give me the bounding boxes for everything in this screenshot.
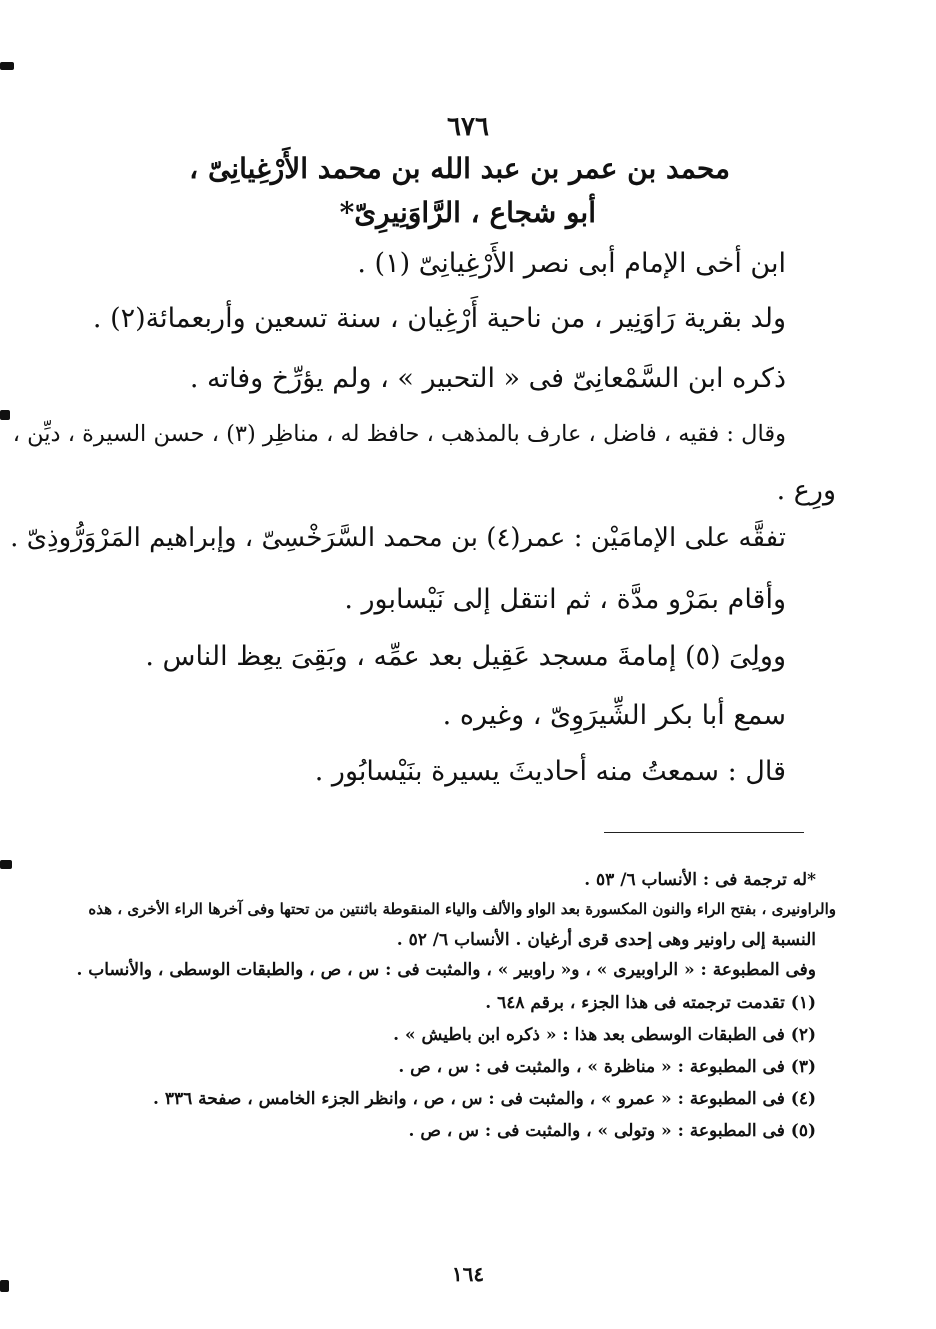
scan-mark [0, 62, 14, 70]
footnote-line: (٥) فى المطبوعة : « وتولى » ، والمثبت فى : س ، ص . [408, 1121, 816, 1141]
body-line: ولد بقرية رَاوَنِير ، من ناحية أَرْغِيان ، سنة تسعين وأربعمائة(٢) . [92, 303, 786, 334]
footnote-line: وفى المطبوعة : « الراوبيرى » ، و« راوبير » ، والمثبت فى : س ، ص ، والطبقات الوسطى ، والأنساب . [76, 960, 816, 980]
footnote-line: (١) تقدمت ترجمته فى هذا الجزء ، برقم ٦٤٨ . [485, 993, 816, 1013]
page-number: ١٦٤ [451, 1262, 485, 1286]
footnote-line: (٣) فى المطبوعة : « مناظرة » ، والمثبت فى : س ، ص . [398, 1057, 816, 1077]
scan-mark [0, 410, 10, 420]
body-line: تفقَّه على الإمامَيْن : عمر(٤) بن محمد السَّرَخْسِىّ ، وإبراهيم المَرْوَرُّوذِىّ . [10, 523, 786, 553]
body-line: وأقام بمَرْو مدَّة ، ثم انتقل إلى نَيْسابور . [344, 584, 786, 615]
body-line: قال : سمعتُ منه أحاديثَ يسيرة بنَيْسابُور . [314, 756, 786, 787]
footnote-line: *له ترجمة فى : الأنساب ٦/ ٥٣ . [584, 870, 816, 890]
footnote-line: والراونيرى ، بفتح الراء والنون المكسورة بعد الواو والألف والياء المنقوطة باثنتين من تحتها وفى آخرها الراء الأخرى ، هذه [88, 900, 836, 918]
scan-mark [0, 860, 12, 869]
footnote-line: (٢) فى الطبقات الوسطى بعد هذا : « ذكره ابن باطيش » . [393, 1025, 816, 1045]
footnote-line: (٤) فى المطبوعة : « عمرو » ، والمثبت فى : س ، ص ، وانظر الجزء الخامس ، صفحة ٣٣٦ . [153, 1089, 816, 1109]
body-line: ورِع . [776, 475, 836, 506]
footnote-separator [604, 832, 804, 833]
footnote-line: النسبة إلى راونير وهى إحدى قرى أرغيان . الأنساب ٦/ ٥٢ . [396, 930, 816, 950]
entry-number: ٦٧٦ [447, 112, 489, 142]
body-line: ذكره ابن السَّمْعانِىّ فى « التحبير » ، ولم يؤرِّخ وفاته . [189, 363, 786, 394]
entry-heading-name: محمد بن عمر بن عبد الله بن محمد الأَرْغِيانِىّ ، [189, 152, 730, 185]
entry-heading-nisba: أبو شجاع ، الرَّاوَنِيرِىّ* [339, 196, 596, 229]
body-line: ابن أخى الإمام أبى نصر الأَرْغِيانِىّ (١) . [357, 248, 786, 279]
body-line: سمع أبا بكر الشِّيرَوِىّ ، وغيره . [442, 700, 786, 731]
body-line: وقال : فقيه ، فاضل ، عارف بالمذهب ، حافظ له ، مناظِر (٣) ، حسن السيرة ، ديِّن ، [12, 421, 786, 447]
body-line: وولِىَ (٥) إمامةَ مسجد عَقِيل بعد عمِّه ، وبَقِىَ يعِظ الناس . [145, 641, 786, 672]
